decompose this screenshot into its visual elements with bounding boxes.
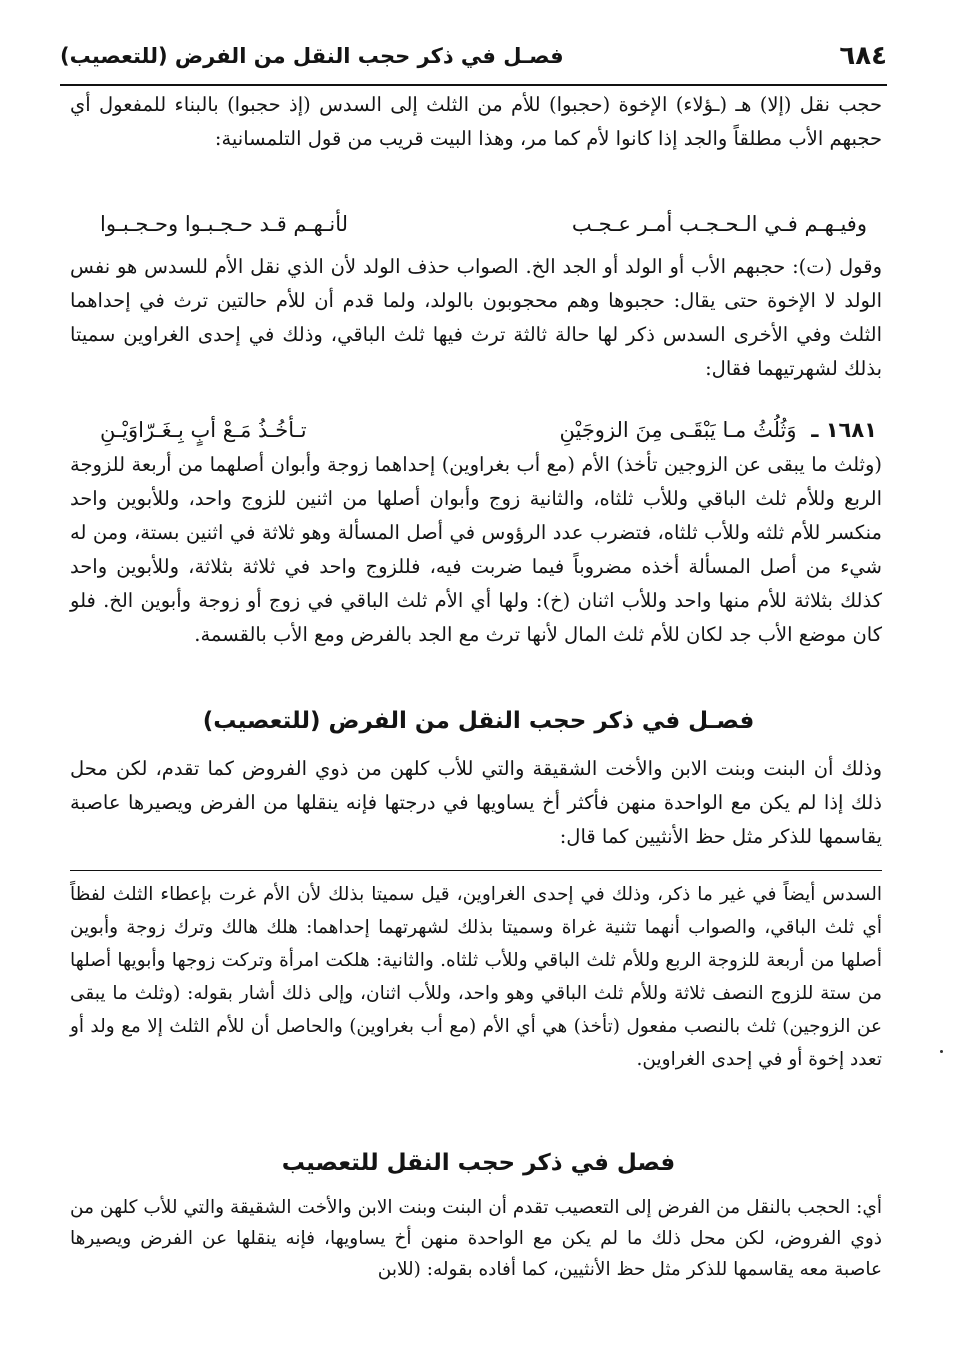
section-heading-2: فصل في ذكر حجب النقل للتعصيب xyxy=(281,1150,676,1176)
verse-1 xyxy=(100,212,867,236)
paragraph-1 xyxy=(70,88,882,156)
paragraph-4 xyxy=(70,752,882,854)
paragraph-5-text: أي: الحجب بالنقل من الفرض إلى التعصيب تقدم أن البنت وبنت الابن والأخت الشقيقة والتي للأب كلهن من ذوي الفروض، لكن محل ذلك ما لم يكن مع الواحدة منهن أخ يساويها، فإنه ينقلها عن الفرض ويصيرها عاصبة معه يقاسمها للذكر مثل حظ الأنثيين، كما أفاده بقوله: (للابن xyxy=(70,1197,882,1280)
paragraph-2 xyxy=(70,250,882,386)
paragraph-1-text: حجب نقل (إلا) هـ (ـؤلاء) الإخوة (حجبوا) للأم من الثلث إلى السدس (إذ حجبوا) بالبناء للمفعول أي حجبهم الأب مطلقاً والجد إذا كانوا لأم كما مر، وهذا البيت قريب من قول التلمسانية: xyxy=(70,93,882,150)
verse-1-second-hemistich: لأنـهـم قـد حـجـبـوا وحـجـبـوا xyxy=(100,212,349,236)
footnote-rule xyxy=(70,870,882,871)
header-rule xyxy=(60,84,887,86)
section-heading-1: فصـل في ذكر حجب النقل من الفرض (للتعصيب) xyxy=(202,708,755,734)
paragraph-3-text: (وثلث ما يبقى عن الزوجين تأخذ) الأم (مع أب بغراوين) إحداهما زوجة وأبوان أصلهما من أربعة للزوجة الربع وللأم ثلث الباقي وللأب ثلثاه، والثانية زوج وأبوان أصلها من اثنين للزوج واحد، وللأبوين واحد منكسر للأم ثلثه وللأب ثلثاه، فتضرب عدد الرؤوس في أصل المسألة وهو ثلاثة في اثنين بستة، ومن له شيء من أصل المسألة أخذه مضروباً فيما ضربت فيه، فللزوج واحد في ثلاثة بثلاثة، وللأبوين واحد كذلك بثلاثة للأم منها واحد وللأب اثنان (خ): ولها أي الأم ثلث الباقي في زوج أو زوجة وأبوين الخ. فلو كان موضع الأب جد لكان للأم ثلث المال لأنها ترث مع الجد بالفرض ومع الأب بالقسمة. xyxy=(70,453,882,646)
verse-2-number: ١٦٨١ ـ xyxy=(811,418,877,442)
footnote xyxy=(70,878,882,1076)
footnote-text: السدس أيضاً في غير ما ذكر، وذلك في إحدى الغراوين، قيل سميتا بذلك لأن الأم غرت بإعطاء الثلث لفظاً أي ثلث الباقي، والصواب أنهما تثنية غراة وسميتا بذلك لشهرتهما إحداهما: هلك هالك وترك زوجة وأبوين أصلها من أربعة للزوجة الربع وللأم ثلث الباقي وللأب ثلثاه. والثانية: هلكت امرأة وتركت زوجها وأبويها أصلها من ستة للزوج النصف ثلاثة وللأم ثلث الباقي وهو واحد، وللأب اثنان، وإلى ذلك أشار بقوله: (وثلث ما يبقى عن الزوجين) ثلث بالنصب مفعول (تأخذ) هي أي الأم (مع أب بغراوين) والحاصل أن للأم الثلث إلا مع ولد أو تعدد إخوة أو في إحدى الغراوين. xyxy=(70,884,882,1070)
paragraph-4-text: وذلك أن البنت وبنت الابن والأخت الشقيقة والتي للأب كلهن من ذوي الفروض كما تقدم، لكن محل ذلك إذا لم يكن مع الواحدة منهن فأكثر أخ يساويها في درجتها فإنه ينقلها من الفرض ويصيرها عاصبة يقاسمها للذكر مثل حظ الأنثيين كما قال: xyxy=(70,757,882,848)
page-header xyxy=(60,30,887,82)
verse-1-first-hemistich: وفيـهـم فـي الـحـجـب أمـر عـجـب xyxy=(571,212,867,236)
paragraph-5 xyxy=(70,1192,882,1285)
verse-2-second-hemistich: تـأخُـذُ مَـعْ أبٍ بِـغَـرّاوَيْـنِ xyxy=(100,418,307,442)
running-title: فصـل في ذكر حجب النقل من الفرض (للتعصيب) xyxy=(60,44,564,68)
verse-2-first-hemistich: وَثُلُثُ مـا يَبْقَـى مِنَ الزوجَيْنِ xyxy=(559,418,797,442)
page-number: ٦٨٤ xyxy=(839,41,887,71)
scan-speck xyxy=(940,1050,943,1053)
paragraph-2-text: وقول (ت): حجبهم الأب أو الولد أو الجد الخ. الصواب حذف الولد لأن الذي نقل الأم للسدس هو نفس الولد لا الإخوة حتى يقال: حجبوها وهم محجوبون بالولد، ولما قدم أن للأم حالتين ترث في إحداهما الثلث وفي الأخرى السدس ذكر لها حالة ثالثة ترث فيها ثلث الباقي، وذلك في إحدى الغراوين سميتا بذلك لشهرتيهما فقال: xyxy=(70,255,882,380)
paragraph-3 xyxy=(70,448,882,652)
verse-2 xyxy=(100,418,877,442)
